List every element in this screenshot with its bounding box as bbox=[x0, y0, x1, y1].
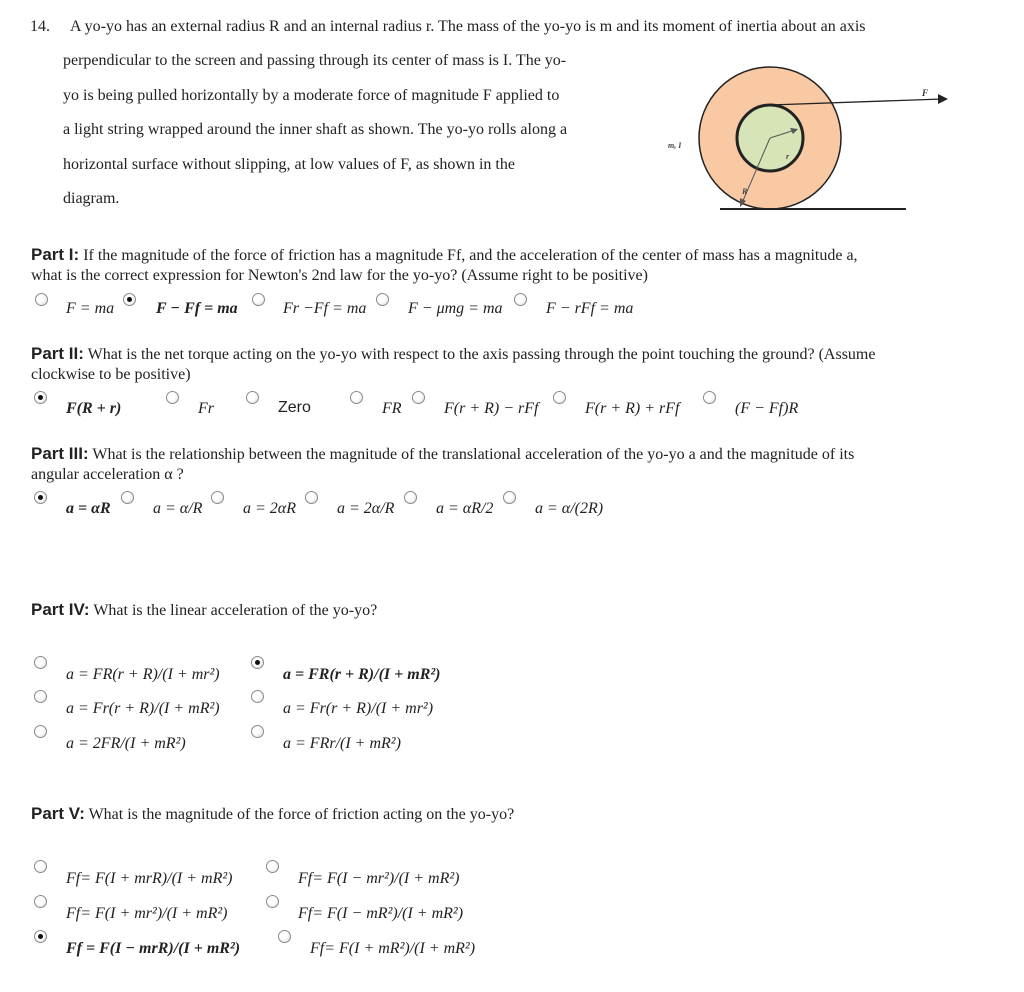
part-4-option-2: a = FR(r + R)/(I + mR²) bbox=[283, 666, 441, 683]
R-label: R bbox=[742, 187, 748, 196]
part-5-option-2: Ff= F(I − mr²)/(I + mR²) bbox=[298, 870, 460, 887]
question-line-1: A yo-yo has an external radius R and an internal radius r. The mass of the yo-yo is m and its moment of inertia about an axis bbox=[70, 18, 866, 35]
part-3-label: Part III: bbox=[31, 444, 89, 463]
part-5-label: Part V: bbox=[31, 804, 85, 823]
part-2-option-1-radio[interactable] bbox=[34, 391, 47, 404]
part-5-option-1-radio[interactable] bbox=[34, 860, 47, 873]
part-2-line-1 bbox=[31, 344, 875, 365]
part-5-option-2-radio[interactable] bbox=[266, 860, 279, 873]
part-3-option-2-radio[interactable] bbox=[121, 491, 134, 504]
part-4-option-4: a = Fr(r + R)/(I + mr²) bbox=[283, 700, 434, 717]
part-2-label: Part II: bbox=[31, 344, 84, 363]
part-2-option-6: F(r + R) + rFf bbox=[585, 400, 680, 417]
part-2-option-7-radio[interactable] bbox=[703, 391, 716, 404]
part-3-option-4-radio[interactable] bbox=[305, 491, 318, 504]
yoyo-diagram bbox=[660, 55, 960, 220]
part-1-text-2: what is the correct expression for Newton's 2nd law for the yo-yo? (Assume right to be positive) bbox=[31, 267, 648, 284]
question-line-5: horizontal surface without slipping, at low values of F, as shown in the bbox=[63, 156, 515, 173]
part-2-option-7: (F − Ff)R bbox=[735, 400, 799, 417]
question-line-4: a light string wrapped around the inner shaft as shown. The yo-yo rolls along a bbox=[63, 121, 568, 138]
part-1-line-1 bbox=[31, 245, 858, 266]
part-4-text-1: What is the linear acceleration of the yo-yo? bbox=[93, 602, 378, 619]
part-3-text-2: angular acceleration α ? bbox=[31, 466, 184, 483]
r-label: r bbox=[786, 152, 790, 161]
force-arrowhead bbox=[938, 94, 948, 104]
part-5-option-3-radio[interactable] bbox=[34, 895, 47, 908]
part-1-option-5: F − rFf = ma bbox=[546, 300, 634, 317]
part-4-label: Part IV: bbox=[31, 600, 90, 619]
part-1-text-1: If the magnitude of the force of friction has a magnitude Ff, and the acceleration of the center of mass has a magnitude a, bbox=[83, 247, 858, 264]
part-2-option-6-radio[interactable] bbox=[553, 391, 566, 404]
part-1-option-1: F = ma bbox=[66, 300, 115, 317]
part-1-option-1-radio[interactable] bbox=[35, 293, 48, 306]
part-2-text-2: clockwise to be positive) bbox=[31, 366, 191, 383]
part-4-option-6: a = FRr/(I + mR²) bbox=[283, 735, 401, 752]
part-2-option-3: Zero bbox=[278, 399, 311, 416]
part-2-option-4: FR bbox=[382, 400, 402, 417]
question-line-6: diagram. bbox=[63, 190, 120, 207]
part-4-option-4-radio[interactable] bbox=[251, 690, 264, 703]
part-4-option-5: a = 2FR/(I + mR²) bbox=[66, 735, 186, 752]
part-2-option-2-radio[interactable] bbox=[166, 391, 179, 404]
part-5-option-4: Ff= F(I − mR²)/(I + mR²) bbox=[298, 905, 464, 922]
part-4-option-1: a = FR(r + R)/(I + mr²) bbox=[66, 666, 220, 683]
part-3-option-2: a = α/R bbox=[153, 500, 203, 517]
part-2-option-3-radio[interactable] bbox=[246, 391, 259, 404]
part-1-option-2-radio[interactable] bbox=[123, 293, 136, 306]
part-1-option-3-radio[interactable] bbox=[252, 293, 265, 306]
part-5-option-1: Ff= F(I + mrR)/(I + mR²) bbox=[66, 870, 233, 887]
part-3-option-5: a = αR/2 bbox=[436, 500, 494, 517]
part-1-option-2: F − Ff = ma bbox=[156, 300, 238, 317]
part-1-option-5-radio[interactable] bbox=[514, 293, 527, 306]
part-5-option-6-radio[interactable] bbox=[278, 930, 291, 943]
part-1-option-4: F − μmg = ma bbox=[408, 300, 503, 317]
part-1-label: Part I: bbox=[31, 245, 80, 264]
part-5-option-5-radio[interactable] bbox=[34, 930, 47, 943]
part-4-option-1-radio[interactable] bbox=[34, 656, 47, 669]
part-1-option-4-radio[interactable] bbox=[376, 293, 389, 306]
part-3-option-6-radio[interactable] bbox=[503, 491, 516, 504]
part-4-option-3: a = Fr(r + R)/(I + mR²) bbox=[66, 700, 220, 717]
question-number: 14. bbox=[30, 18, 50, 35]
part-3-option-4: a = 2α/R bbox=[337, 500, 395, 517]
part-3-option-3-radio[interactable] bbox=[211, 491, 224, 504]
part-3-option-6: a = α/(2R) bbox=[535, 500, 604, 517]
part-3-option-1-radio[interactable] bbox=[34, 491, 47, 504]
part-5-option-3: Ff= F(I + mr²)/(I + mR²) bbox=[66, 905, 228, 922]
part-3-option-5-radio[interactable] bbox=[404, 491, 417, 504]
question-line-2: perpendicular to the screen and passing through its center of mass is I. The yo- bbox=[63, 52, 567, 69]
part-4-option-6-radio[interactable] bbox=[251, 725, 264, 738]
part-3-option-3: a = 2αR bbox=[243, 500, 296, 517]
part-3-option-1: a = αR bbox=[66, 500, 111, 517]
part-3-line-1 bbox=[31, 444, 854, 465]
part-5-text-1: What is the magnitude of the force of friction acting on the yo-yo? bbox=[88, 806, 515, 823]
force-label: F bbox=[922, 88, 929, 98]
part-5-option-4-radio[interactable] bbox=[266, 895, 279, 908]
part-4-line-1 bbox=[31, 600, 377, 621]
part-2-text-1: What is the net torque acting on the yo-yo with respect to the axis passing through the point touching the ground? (Assume bbox=[87, 346, 876, 363]
part-2-option-5-radio[interactable] bbox=[412, 391, 425, 404]
part-4-option-2-radio[interactable] bbox=[251, 656, 264, 669]
part-1-option-3: Fr −Ff = ma bbox=[283, 300, 367, 317]
part-2-option-4-radio[interactable] bbox=[350, 391, 363, 404]
part-4-option-5-radio[interactable] bbox=[34, 725, 47, 738]
part-4-option-3-radio[interactable] bbox=[34, 690, 47, 703]
part-5-option-5: Ff = F(I − mrR)/(I + mR²) bbox=[66, 940, 241, 957]
part-2-option-2: Fr bbox=[198, 400, 214, 417]
part-2-option-5: F(r + R) − rFf bbox=[444, 400, 539, 417]
question-line-3: yo is being pulled horizontally by a moderate force of magnitude F applied to bbox=[63, 87, 560, 104]
part-3-text-1: What is the relationship between the magnitude of the translational acceleration of the yo-yo a and the magnitude of its bbox=[92, 446, 855, 463]
part-2-option-1: F(R + r) bbox=[66, 400, 122, 417]
part-5-option-6: Ff= F(I + mR²)/(I + mR²) bbox=[310, 940, 476, 957]
part-5-line-1 bbox=[31, 804, 514, 825]
mass-label: m, I bbox=[668, 141, 682, 150]
